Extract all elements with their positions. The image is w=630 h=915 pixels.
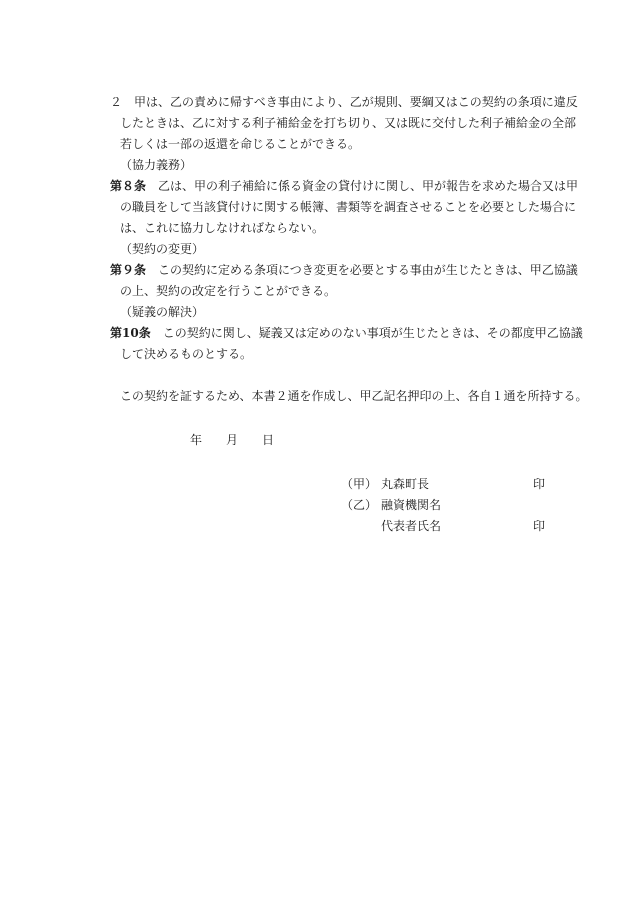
party-a-seal: 印 bbox=[533, 477, 546, 491]
party-a-label: （甲） bbox=[341, 477, 378, 491]
article10-number: 第10条 bbox=[110, 326, 151, 340]
article8-caption: （協力義務） bbox=[120, 158, 193, 172]
article8-line3: は、これに協力しなければならない。 bbox=[120, 221, 325, 235]
party-b-seal: 印 bbox=[533, 519, 546, 533]
article9-first-line bbox=[110, 262, 578, 278]
article8-line2: の職員をして当該貸付けに関する帳簿、書類等を調査させることを必要とした場合に bbox=[120, 200, 577, 214]
article8-number: 第８条 bbox=[110, 179, 147, 193]
article9-line2: の上、契約の改定を行うことができる。 bbox=[120, 284, 337, 298]
date-month: 月 bbox=[226, 433, 239, 447]
article10-line1: この契約に関し、疑義又は定めのない事項が生じたときは、その都度甲乙協議 bbox=[150, 326, 583, 340]
clause2-line2: したときは、乙に対する利子補給金を打ち切り、又は既に交付した利子補給金の全部 bbox=[120, 116, 577, 130]
clause2-line1: ２ 甲は、乙の責めに帰すべき事由により、乙が規則、要綱又はこの契約の条項に違反 bbox=[110, 95, 578, 109]
closing-statement: この契約を証するため、本書２通を作成し、甲乙記名押印の上、各自１通を所持する。 bbox=[120, 389, 588, 403]
article9-caption: （契約の変更） bbox=[120, 242, 205, 256]
representative-name: 代表者氏名 bbox=[381, 519, 442, 533]
article9-line1: この契約に定める条項につき変更を必要とする事由が生じたときは、甲乙協議 bbox=[146, 263, 578, 277]
party-b-label: （乙） bbox=[341, 498, 378, 512]
article10-caption: （疑義の解決） bbox=[120, 305, 205, 319]
article10-first-line bbox=[110, 325, 583, 341]
article8-line1: 乙は、甲の利子補給に係る資金の貸付けに関し、甲が報告を求めた場合又は甲 bbox=[146, 179, 579, 193]
party-b-name: 融資機関名 bbox=[381, 498, 442, 512]
article10-line2: して決めるものとする。 bbox=[120, 347, 253, 361]
party-a-name: 丸森町長 bbox=[381, 477, 430, 491]
date-day: 日 bbox=[262, 433, 275, 447]
clause2-line3: 若しくは一部の返還を命じることができる。 bbox=[120, 137, 361, 151]
date-year: 年 bbox=[190, 433, 203, 447]
article9-number: 第９条 bbox=[110, 263, 147, 277]
article8-first-line bbox=[110, 178, 578, 194]
